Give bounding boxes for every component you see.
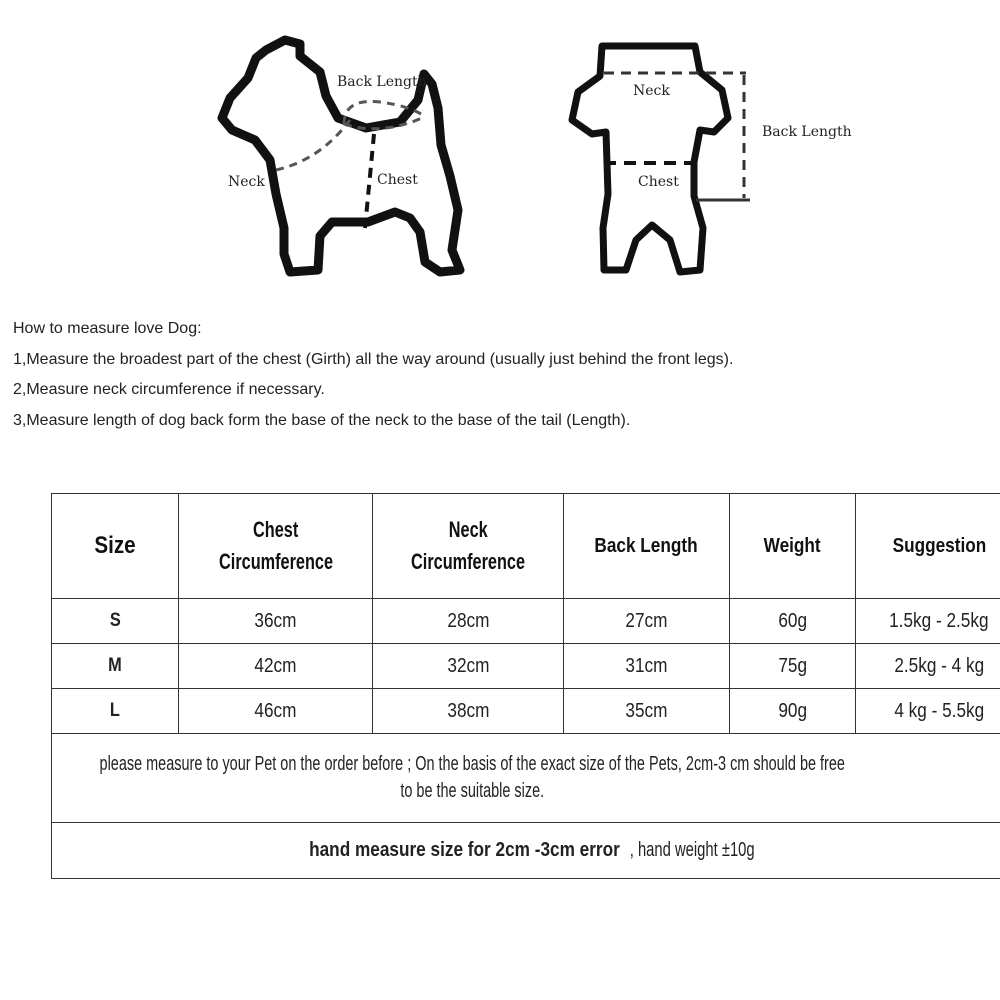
instruction-step-3: 3,Measure length of dog back form the base of the neck to the base of the tail (Length). [13, 411, 631, 429]
front-view-outfit-illustration [572, 46, 750, 272]
cell-chest: 36cm [179, 599, 373, 644]
front-chest-label: Chest [638, 174, 679, 190]
cell-neck: 38cm [373, 689, 564, 734]
side-neck-label: Neck [228, 174, 265, 190]
dog-diagrams-svg [0, 0, 1000, 300]
side-back-length-label: Back Length [337, 74, 427, 90]
header-chest-circumference: Chest Circumference [179, 494, 373, 599]
cell-neck: 28cm [373, 599, 564, 644]
error-note-rest: , hand weight ±10g [629, 839, 755, 861]
table-row [52, 689, 1000, 734]
instructions-heading: How to measure love Dog: [13, 320, 202, 337]
table-note-row [52, 734, 1000, 823]
instruction-step-2: 2,Measure neck circumference if necessary. [13, 381, 325, 398]
front-back-length-label: Back Length [762, 124, 852, 140]
header-weight: Weight [729, 494, 855, 599]
cell-suggestion: 1.5kg - 2.5kg [855, 599, 1000, 644]
cell-chest: 46cm [179, 689, 373, 734]
cell-size: S [52, 599, 179, 644]
measurement-diagrams [0, 0, 1000, 300]
header-size: Size [52, 494, 179, 599]
cell-chest: 42cm [179, 644, 373, 689]
side-chest-label: Chest [377, 172, 418, 188]
cell-size: L [52, 689, 179, 734]
instruction-step-1: 1,Measure the broadest part of the chest (Girth) all the way around (usually just behind the front legs). [13, 350, 734, 368]
table-row [52, 644, 1000, 689]
header-suggestion: Suggestion [855, 494, 1000, 599]
cell-weight: 75g [729, 644, 855, 689]
cell-weight: 60g [729, 599, 855, 644]
table-row [52, 599, 1000, 644]
measurement-note: please measure to your Pet on the order before ; On the basis of the exact size of the Pets, 2cm-3 cm should be free to be the suitable size. [52, 734, 1000, 823]
cell-suggestion: 2.5kg - 4 kg [855, 644, 1000, 689]
front-neck-label: Neck [633, 83, 670, 99]
cell-size: M [52, 644, 179, 689]
table-header-row [52, 494, 1000, 599]
size-chart-table [51, 493, 1000, 879]
cell-neck: 32cm [373, 644, 564, 689]
measurement-error-note [52, 823, 1000, 879]
cell-back-length: 31cm [563, 644, 729, 689]
cell-suggestion: 4 kg - 5.5kg [855, 689, 1000, 734]
header-neck-circumference: Neck Circumference [373, 494, 564, 599]
cell-weight: 90g [729, 689, 855, 734]
cell-back-length: 35cm [563, 689, 729, 734]
error-note-bold: hand measure size for 2cm -3cm error [309, 839, 620, 861]
cell-back-length: 27cm [563, 599, 729, 644]
table-footer-row [52, 823, 1000, 879]
measurement-instructions [13, 318, 983, 440]
header-back-length: Back Length [563, 494, 729, 599]
